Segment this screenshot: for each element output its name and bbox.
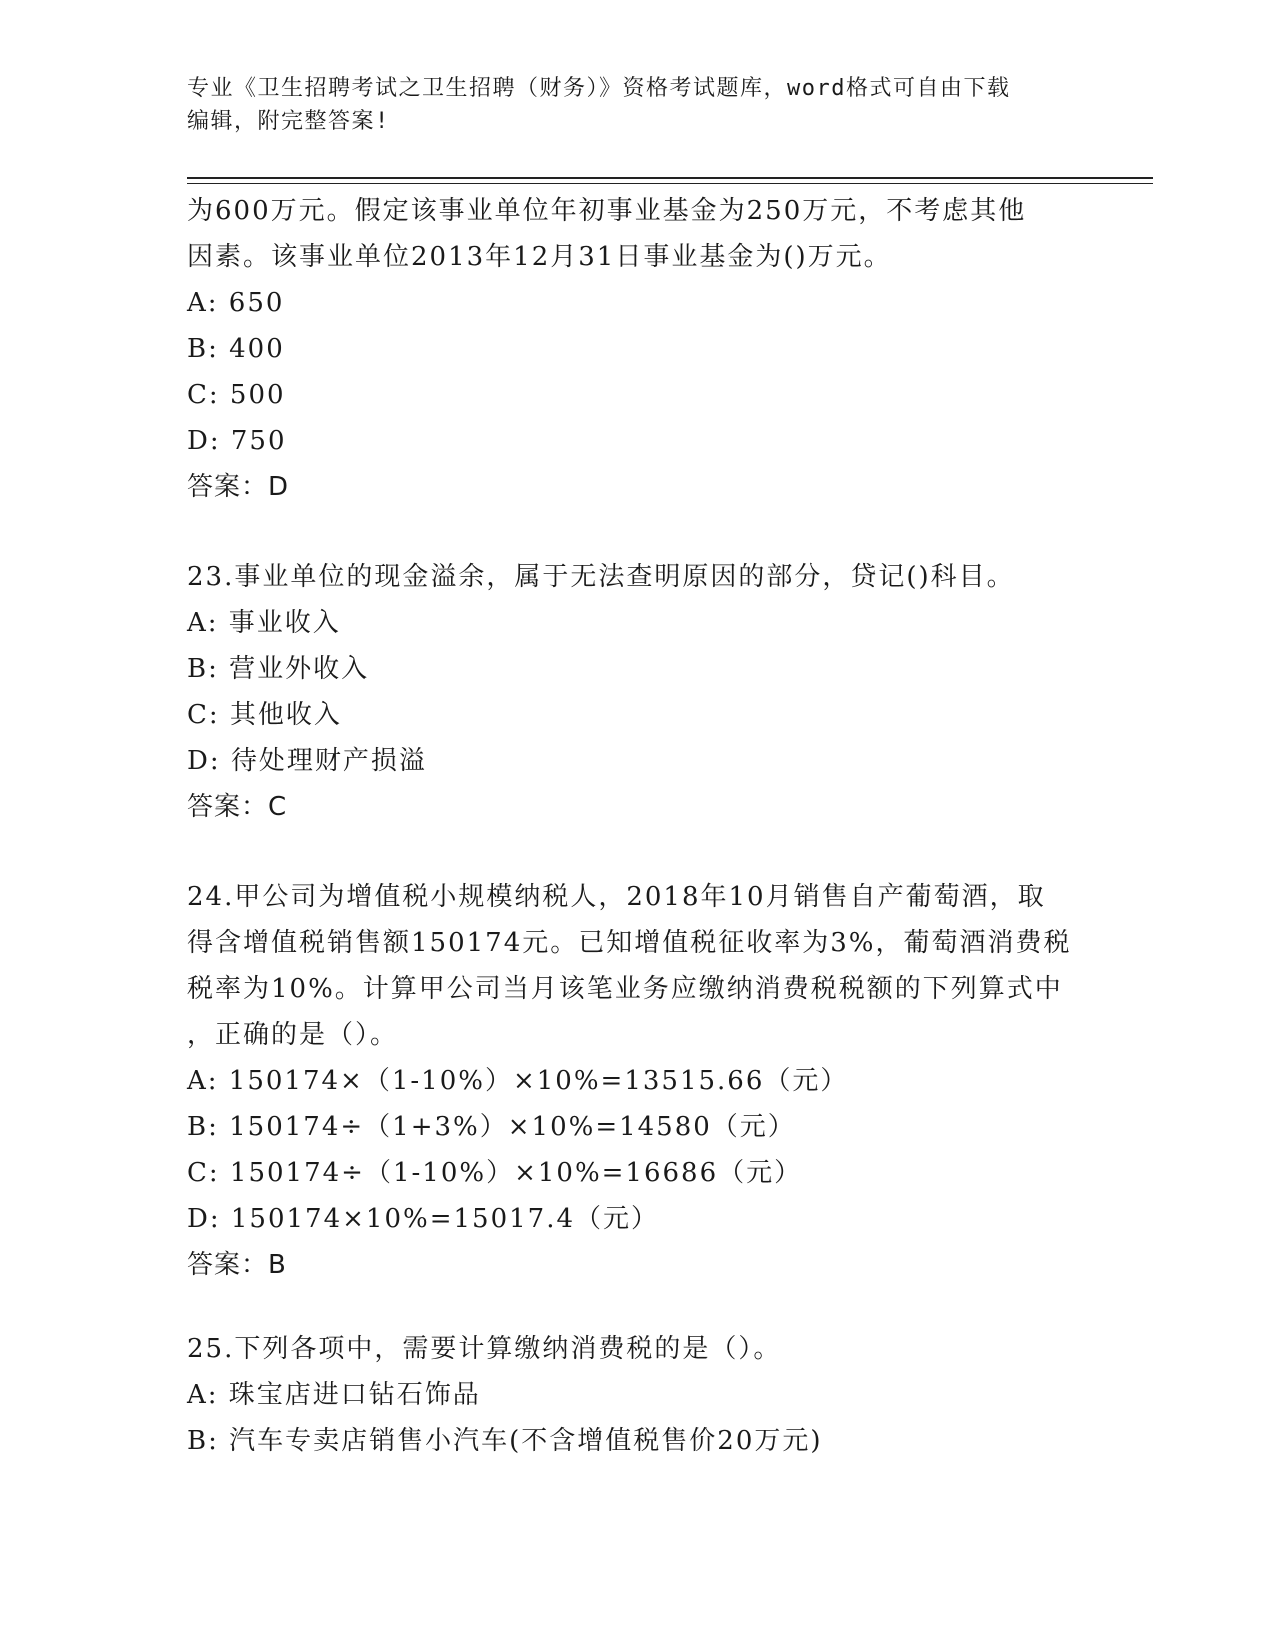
- header-line-1: 专业《卫生招聘考试之卫生招聘（财务）》资格考试题库，word格式可自由下载: [187, 76, 1011, 101]
- answer: 答案：C: [187, 792, 288, 822]
- option-d: D: 750: [187, 426, 287, 456]
- option-a: A: 150174×（1-10%）×10%=13515.66（元）: [187, 1066, 849, 1096]
- spacer: [187, 1288, 1107, 1326]
- header-divider-thin: [187, 183, 1153, 184]
- option-b: B: 营业外收入: [187, 654, 370, 684]
- option-a: A: 事业收入: [187, 608, 341, 638]
- option-b: B: 150174÷（1+3%）×10%=14580（元）: [187, 1112, 796, 1142]
- document-header: [187, 72, 1087, 138]
- option-d: D: 待处理财产损溢: [187, 746, 427, 776]
- option-a: A: 650: [187, 288, 285, 318]
- question-text-line: ，正确的是（）。: [187, 1020, 399, 1050]
- question-text-line: 因素。该事业单位2013年12月31日事业基金为()万元。: [187, 242, 892, 272]
- question-text-line: 25.下列各项中，需要计算缴纳消费税的是（）。: [187, 1334, 782, 1364]
- question-22: [187, 188, 1107, 510]
- header-line-2: 编辑，附完整答案!: [187, 109, 390, 134]
- question-text-line: 24.甲公司为增值税小规模纳税人，2018年10月销售自产葡萄酒，取: [187, 882, 1046, 912]
- spacer: [187, 830, 1107, 874]
- answer: 答案：D: [187, 472, 290, 502]
- option-b: B: 汽车专卖店销售小汽车(不含增值税售价20万元): [187, 1426, 823, 1456]
- question-text-line: 23.事业单位的现金溢余，属于无法查明原因的部分，贷记()科目。: [187, 562, 1015, 592]
- option-d: D: 150174×10%=15017.4（元）: [187, 1204, 659, 1234]
- answer: 答案：B: [187, 1250, 287, 1280]
- question-25: [187, 1326, 1107, 1464]
- option-a: A: 珠宝店进口钻石饰品: [187, 1380, 481, 1410]
- option-c: C: 500: [187, 380, 286, 410]
- spacer: [187, 510, 1107, 554]
- question-text-line: 得含增值税销售额150174元。已知增值税征收率为3%，葡萄酒消费税: [187, 928, 1072, 958]
- option-c: C: 150174÷（1-10%）×10%=16686（元）: [187, 1158, 803, 1188]
- header-divider-thick: [187, 177, 1153, 179]
- question-24: [187, 874, 1107, 1288]
- question-23: [187, 554, 1107, 830]
- option-b: B: 400: [187, 334, 285, 364]
- option-c: C: 其他收入: [187, 700, 342, 730]
- question-list: [187, 188, 1107, 1464]
- question-text-line: 税率为10%。计算甲公司当月该笔业务应缴纳消费税税额的下列算式中: [187, 974, 1063, 1004]
- question-text-line: 为600万元。假定该事业单位年初事业基金为250万元，不考虑其他: [187, 196, 1027, 226]
